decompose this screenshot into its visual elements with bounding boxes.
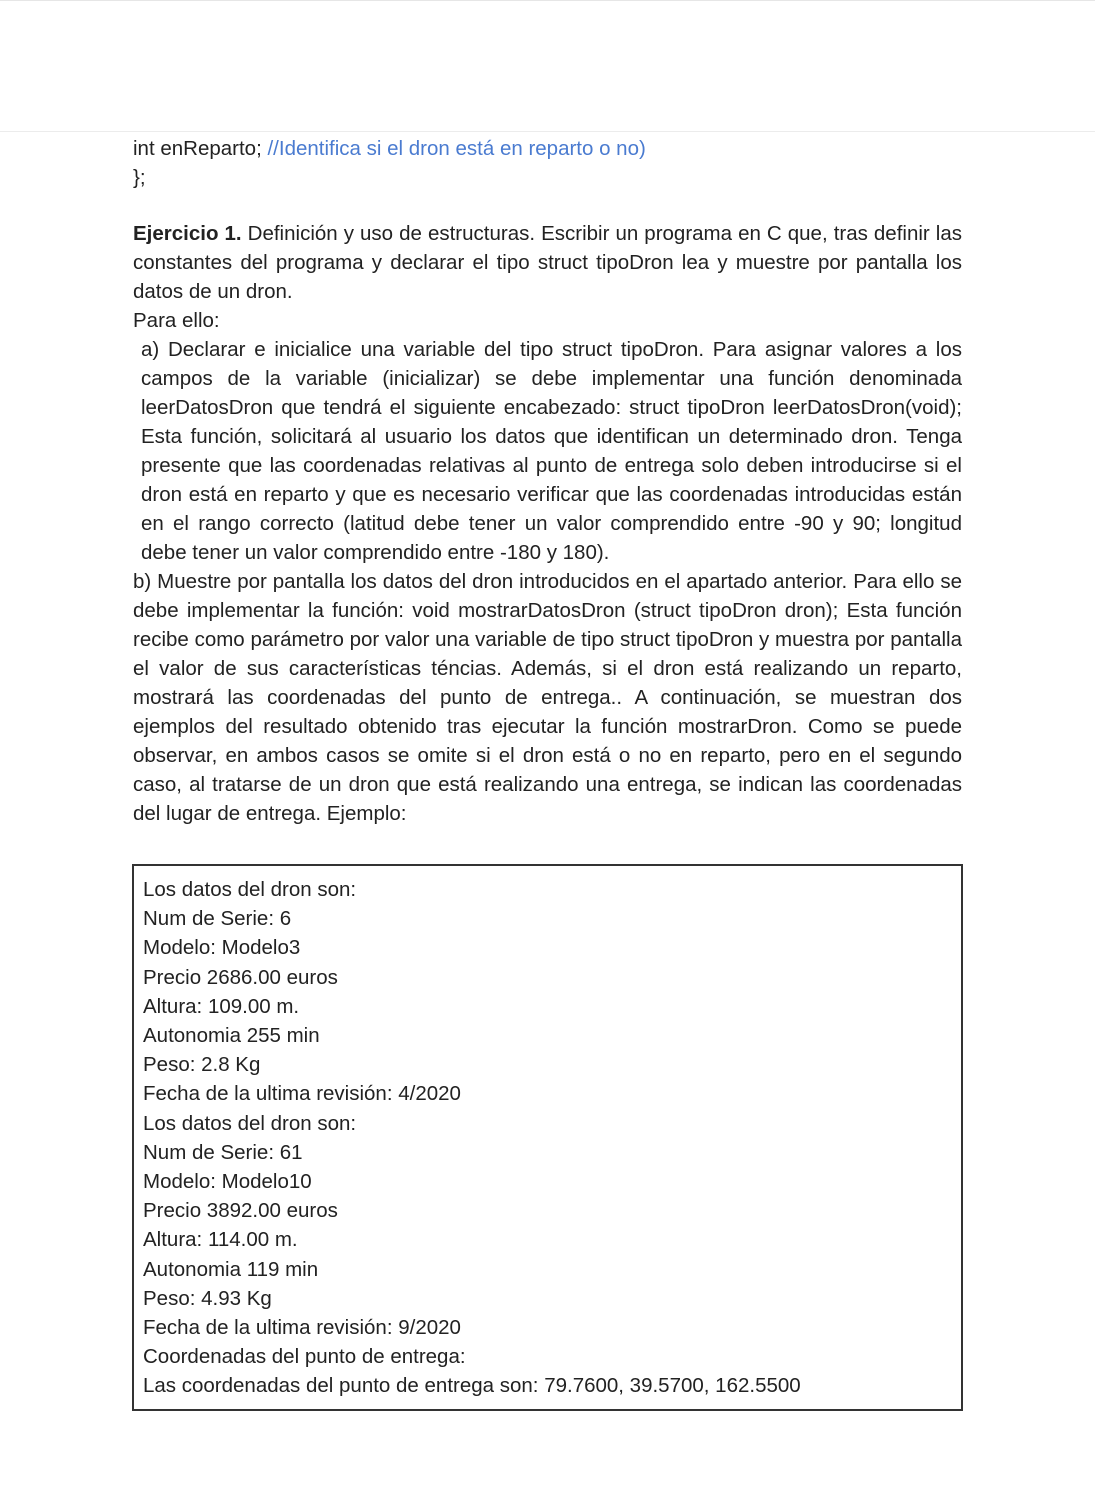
blank-line bbox=[133, 192, 962, 219]
code-comment: //Identifica si el dron está en reparto o no) bbox=[267, 137, 646, 160]
exercise-intro-text: Definición y uso de estructuras. Escribir un programa en C que, tras definir las constantes del programa y declarar el tipo struct tipoDron lea y muestre por pantalla los datos de un dron. bbox=[133, 222, 962, 303]
code-line-enreparto bbox=[133, 134, 962, 163]
output-line: Precio 2686.00 euros bbox=[143, 965, 338, 989]
output-line: Las coordenadas del punto de entrega son: 79.7600, 39.5700, 162.5500 bbox=[143, 1374, 801, 1398]
page-header-blank bbox=[0, 0, 1095, 132]
output-line: Autonomia 119 min bbox=[143, 1257, 319, 1281]
exercise-heading: Ejercicio 1. bbox=[133, 222, 242, 245]
output-line: Peso: 2.8 Kg bbox=[143, 1053, 261, 1077]
output-line: Los datos del dron son: bbox=[143, 878, 357, 901]
exercise-part-b: b) Muestre por pantalla los datos del dron introducidos en el apartado anterior. Para ello se debe implementar la función: void mostrarDatosDron (struct tipoDron dron); Esta función recibe como parámetro por valor una variable de tipo struct tipoDron y muestra por pantalla el valor de sus características téncias. Además, si el dron está realizando un reparto, mostrará las coordenadas del punto de entrega.. A continuación, se muestran dos ejemplos del resultado obtenido tras ejecutar la función mostrarDron. Como se puede observar, en ambos casos se omite si el dron está o no en reparto, pero en el segundo caso, al tratarse de un dron que está realizando una entrega, se indican las coordenadas del lugar de entrega. Ejemplo: bbox=[133, 570, 962, 825]
output-line: Modelo: Modelo3 bbox=[143, 936, 301, 960]
output-line: Precio 3892.00 euros bbox=[143, 1199, 338, 1223]
code-text: int enReparto; bbox=[133, 137, 268, 160]
exercise-part-a: a) Declarar e inicialice una variable del tipo struct tipoDron. Para asignar valores a los campos de la variable (inicializar) se debe implementar una función denominada leerDatosDron que tendrá el siguiente encabezado: struct tipoDron leerDatosDron(void); Esta función, solicitará al usuario los datos que identifican un determinado dron. Tenga presente que las coordenadas relativas al punto de entrega solo deben introducirse si el dron está en reparto y que es necesario verificar que las coordenadas introducidas están en el rango correcto (latitud debe tener un valor comprendido entre -90 y 90; longitud debe tener un valor comprendido entre -180 y 180). bbox=[141, 338, 962, 564]
output-line: Fecha de la ultima revisión: 4/2020 bbox=[143, 1082, 461, 1106]
output-line: Altura: 109.00 m. bbox=[143, 994, 300, 1018]
output-line: Peso: 4.93 Kg bbox=[143, 1286, 272, 1310]
code-line-closing-brace: }; bbox=[133, 166, 146, 189]
output-line: Altura: 114.00 m. bbox=[143, 1228, 298, 1252]
output-line: Autonomia 255 min bbox=[143, 1024, 320, 1048]
output-line: Num de Serie: 61 bbox=[143, 1140, 303, 1164]
output-line: Num de Serie: 6 bbox=[143, 907, 292, 931]
para-ello-label: Para ello: bbox=[133, 309, 220, 332]
output-line: Modelo: Modelo10 bbox=[143, 1170, 312, 1194]
output-line: Coordenadas del punto de entrega: bbox=[143, 1345, 466, 1369]
output-line: Los datos del dron son: bbox=[143, 1111, 357, 1135]
example-output-box bbox=[132, 864, 963, 1411]
exercise-intro bbox=[133, 219, 962, 306]
output-line: Fecha de la ultima revisión: 9/2020 bbox=[143, 1316, 461, 1340]
document-body bbox=[133, 134, 962, 828]
